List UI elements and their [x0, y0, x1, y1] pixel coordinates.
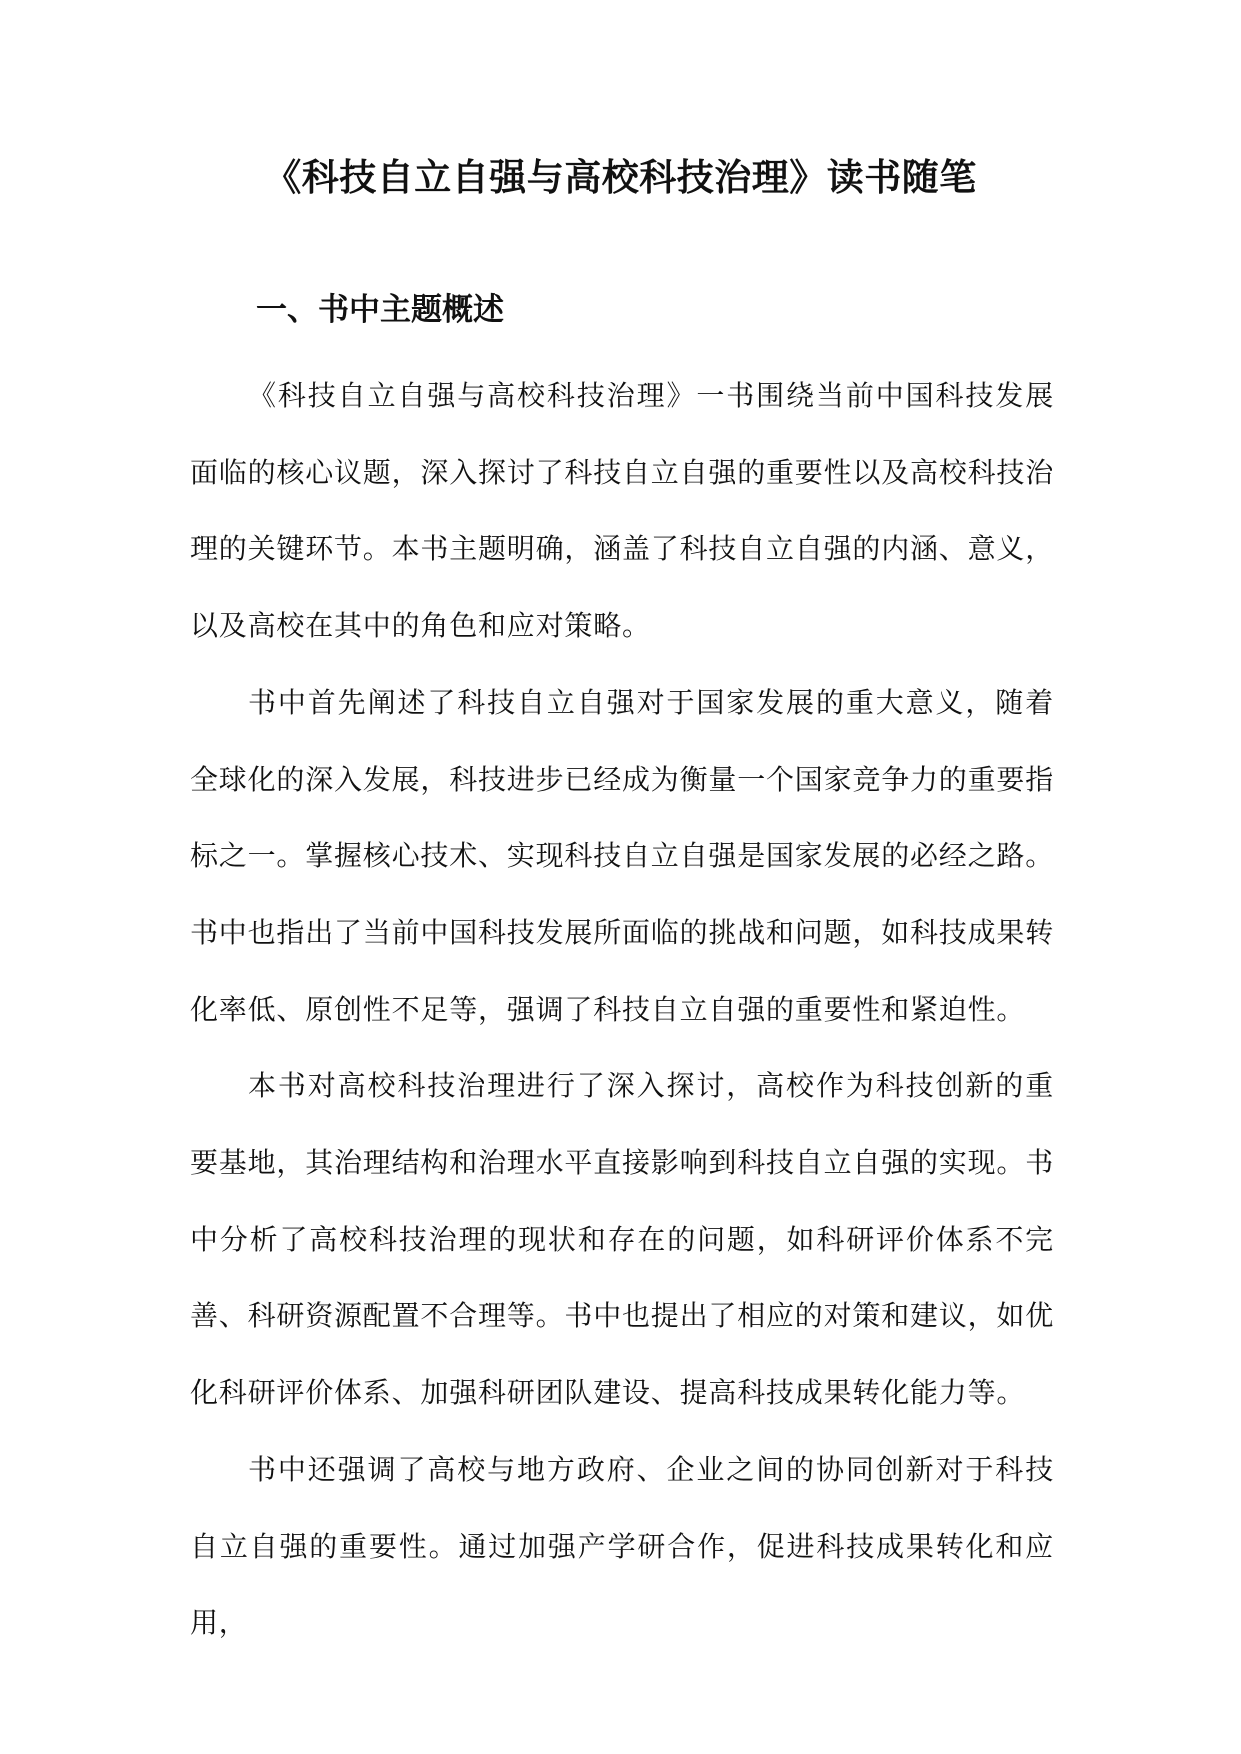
section-body — [190, 358, 1054, 1662]
section-heading: 一、书中主题概述 — [256, 292, 504, 328]
paragraph: 书中首先阐述了科技自立自强对于国家发展的重大意义，随着全球化的深入发展，科技进步已经成为衡量一个国家竞争力的重要指标之一。掌握核心技术、实现科技自立自强是国家发展的必经之路。书中也指出了当前中国科技发展所面临的挑战和问题，如科技成果转化率低、原创性不足等，强调了科技自立自强的重要性和紧迫性。 — [190, 685, 1055, 1026]
paragraph: 本书对高校科技治理进行了深入探讨，高校作为科技创新的重要基地，其治理结构和治理水平直接影响到科技自立自强的实现。书中分析了高校科技治理的现状和存在的问题，如科研评价体系不完善、科研资源配置不合理等。书中也提出了相应的对策和建议，如优化科研评价体系、加强科研团队建设、提高科技成果转化能力等。 — [190, 1069, 1055, 1410]
document-title: 《科技自立自强与高校科技治理》读书随笔 — [264, 156, 977, 199]
paragraph: 书中还强调了高校与地方政府、企业之间的协同创新对于科技自立自强的重要性。通过加强产学研合作，促进科技成果转化和应用， — [190, 1452, 1054, 1640]
paragraph: 《科技自立自强与高校科技治理》一书围绕当前中国科技发展面临的核心议题，深入探讨了科技自立自强的重要性以及高校科技治理的关键环节。本书主题明确，涵盖了科技自立自强的内涵、意义，以及高校在其中的角色和应对策略。 — [190, 379, 1055, 643]
